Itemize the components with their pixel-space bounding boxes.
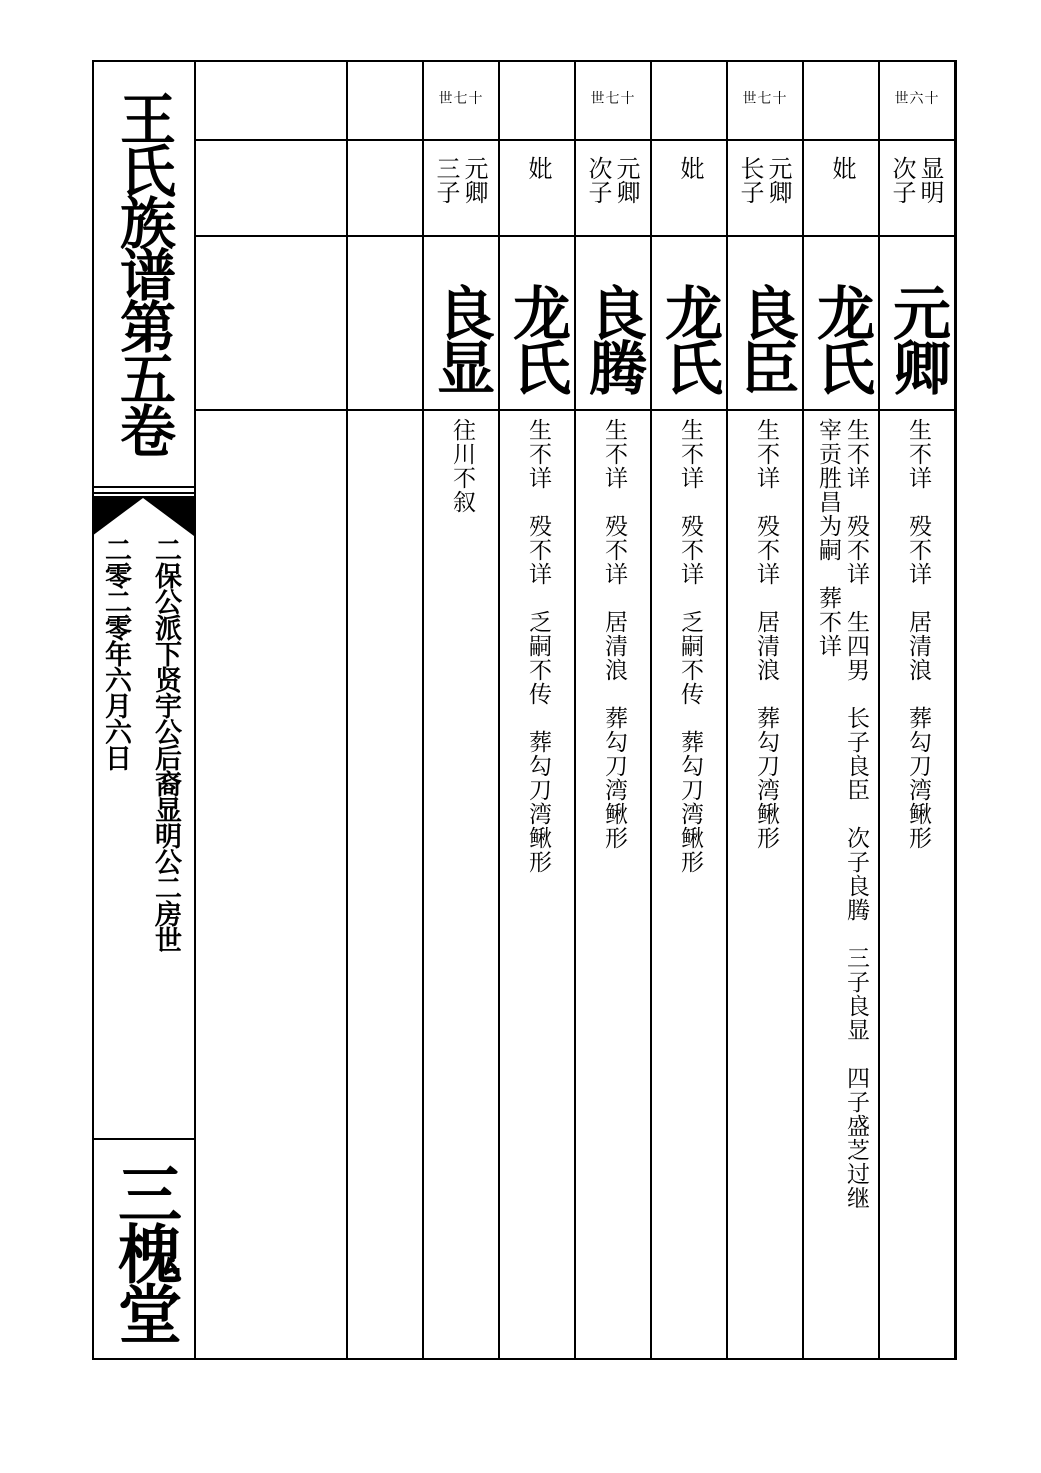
generation-label: 世六十 xyxy=(894,91,940,107)
relation-label: 妣 xyxy=(676,156,704,180)
divider xyxy=(92,486,194,488)
genealogy-column xyxy=(272,60,348,1360)
divider xyxy=(92,492,194,494)
person-name: 龙氏 xyxy=(503,283,571,393)
biography-text: 往川不叙 xyxy=(449,418,475,514)
genealogy-column xyxy=(500,60,576,1360)
biography-text: 生不详 殁不详 生四男 长子良臣 次子良腾 三子良显 四子盛芝过继 宰贡胜昌为嗣 葬不详 xyxy=(815,418,869,1210)
genealogy-column xyxy=(576,60,652,1360)
generation-label: 世七十 xyxy=(438,91,484,107)
relation-label: 元卿 长子 xyxy=(736,156,792,204)
relation-label: 元卿 次子 xyxy=(584,156,640,204)
genealogy-column xyxy=(652,60,728,1360)
person-name xyxy=(272,268,346,408)
genealogy-column xyxy=(728,60,804,1360)
biography-text: 生不详 殁不详 乏嗣不传 葬勾刀湾鳅形 xyxy=(525,418,551,874)
generation-label: 世七十 xyxy=(742,91,788,107)
person-name: 良臣 xyxy=(731,283,799,393)
genealogy-column xyxy=(880,60,956,1360)
divider xyxy=(92,1138,194,1140)
relation-label: 妣 xyxy=(524,156,552,180)
hall-name: 三槐堂 xyxy=(107,1161,182,1341)
person-name: 元卿 xyxy=(883,283,951,393)
biography-text: 生不详 殁不详 乏嗣不传 葬勾刀湾鳅形 xyxy=(677,418,703,874)
biography-text: 生不详 殁不详 居清浪 葬勾刀湾鳅形 xyxy=(905,418,931,850)
genealogy-column xyxy=(348,60,424,1360)
compile-date: 二零二零年六月六日 xyxy=(100,536,131,770)
sidebar xyxy=(92,60,196,1360)
person-name xyxy=(348,268,422,408)
book-title: 王氏族谱第五卷 xyxy=(111,90,177,454)
generation-label: 世七十 xyxy=(590,91,636,107)
biography-text: 生不详 殁不详 居清浪 葬勾刀湾鳅形 xyxy=(753,418,779,850)
genealogy-column xyxy=(424,60,500,1360)
relation-label: 妣 xyxy=(828,156,856,180)
biography-text: 生不详 殁不详 居清浪 葬勾刀湾鳅形 xyxy=(601,418,627,850)
genealogy-column xyxy=(804,60,880,1360)
genealogy-column xyxy=(196,60,272,1360)
person-name: 良腾 xyxy=(579,283,647,393)
person-name xyxy=(196,268,270,408)
relation-label: 显明 次子 xyxy=(888,156,944,204)
fishtail-ornament xyxy=(92,496,194,536)
person-name: 龙氏 xyxy=(655,283,723,393)
branch-subtitle: 二保公派下贤宇公后裔显明公二房世 xyxy=(150,536,181,952)
relation-label: 元卿 三子 xyxy=(432,156,488,204)
person-name: 良显 xyxy=(427,283,495,393)
person-name: 龙氏 xyxy=(807,283,875,393)
